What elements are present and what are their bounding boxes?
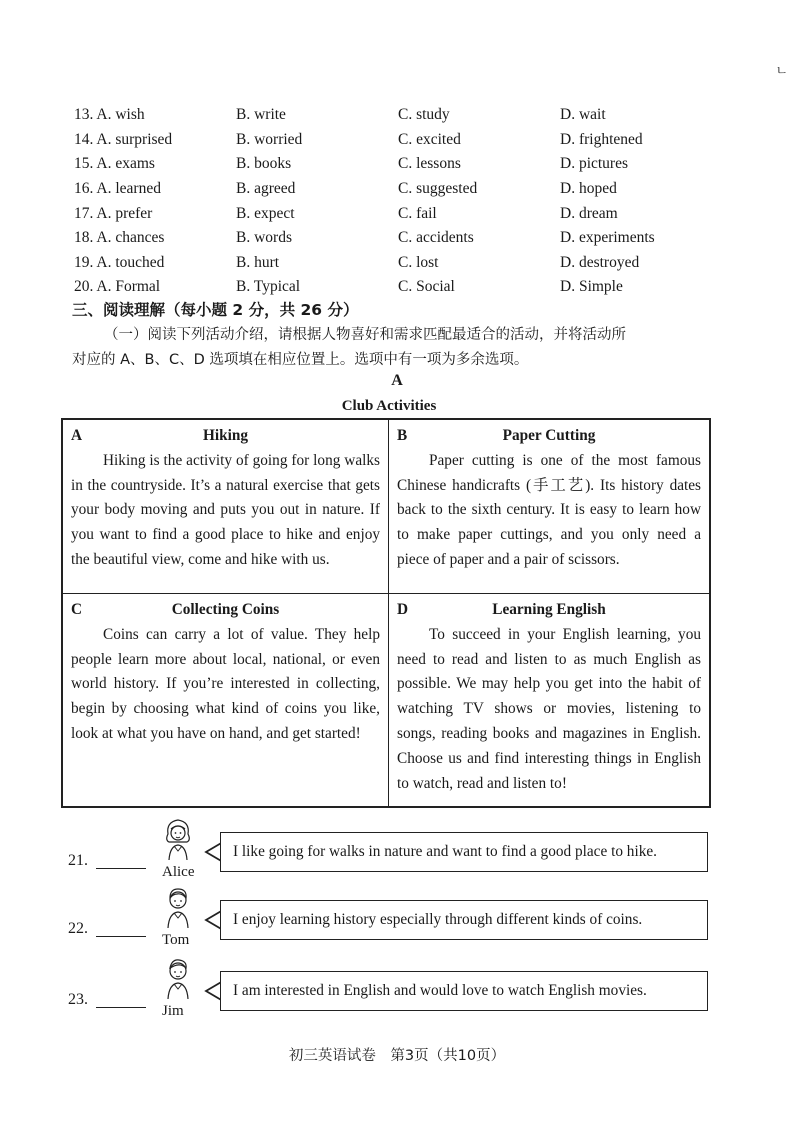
boy-figure-icon: [158, 884, 198, 930]
option-c: C. fail: [398, 204, 437, 222]
option-c: C. suggested: [398, 180, 478, 198]
activity-cell-learning-english: [389, 594, 709, 806]
option-d: D. frightened: [560, 130, 643, 148]
activity-title: Learning English: [492, 601, 606, 618]
option-d: D. hoped: [560, 180, 617, 198]
activity-letter: D: [397, 601, 409, 618]
option-a: 13. A. wish: [74, 106, 145, 124]
option-b: B. write: [236, 106, 286, 124]
activity-description: Paper cutting is one of the most famous Chinese handicrafts (手工艺). Its history dates back to the sixth century. It is easy to learn how to make paper cuttings, and you only need a piece of paper and a pair of scissors.: [397, 451, 701, 568]
option-row: [74, 201, 714, 226]
activity-letter: C: [71, 601, 83, 618]
activity-cell-hiking: [63, 420, 389, 594]
option-c: C. Social: [398, 278, 455, 296]
option-a: 15. A. exams: [74, 155, 155, 173]
question-number: 22.: [68, 920, 88, 937]
activities-table: [61, 418, 711, 808]
activity-description: Coins can carry a lot of value. They help people learn more about local, national, or even world history. If you’re interested in collecting, begin by choosing what kind of coins you like, look at what you have on hand, and get started!: [71, 625, 380, 742]
option-row: [74, 226, 714, 251]
option-d: D. dream: [560, 204, 618, 222]
page-edge-mark: ㄴ: [775, 63, 788, 78]
speech-bubble: I am interested in English and would love to watch English movies.: [220, 971, 708, 1011]
activity-letter: A: [71, 427, 83, 444]
activity-title: Collecting Coins: [171, 601, 280, 618]
activity-title: Paper Cutting: [502, 427, 596, 444]
option-row: [74, 177, 714, 202]
question-number: 23.: [68, 991, 88, 1008]
page-footer: 初三英语试卷 第3页（共10页）: [288, 1048, 506, 1064]
activity-cell-collecting-coins: [63, 594, 389, 806]
section-heading: 三、阅读理解（每小题 2 分，共 26 分）: [72, 301, 359, 319]
option-row: [74, 103, 714, 128]
option-d: D. Simple: [560, 278, 623, 296]
speech-bubble: I like going for walks in nature and want to find a good place to hike.: [220, 832, 708, 872]
speaker-name: Jim: [162, 1003, 184, 1019]
option-row: [74, 275, 714, 300]
option-d: D. experiments: [560, 229, 655, 247]
option-row: [74, 128, 714, 153]
activity-description: To succeed in your English learning, you need to read and listen to as much English as possible. We may help you get into the habit of watching TV shows or movies, listening to songs, reading books and magazines in English. Choose us and find interesting things in English to watch, read and listen to!: [397, 625, 701, 792]
speech-bubble: I enjoy learning history especially through different kinds of coins.: [220, 900, 708, 940]
instruction-line-2: 对应的 A、B、C、D 选项填在相应位置上。选项中有一项为多余选项。: [72, 352, 529, 368]
option-a: 16. A. learned: [74, 180, 161, 198]
option-c: C. study: [398, 106, 450, 124]
option-b: B. expect: [236, 204, 295, 222]
option-b: B. agreed: [236, 180, 296, 198]
passage-letter: A: [391, 372, 403, 389]
boy-figure-icon: [158, 955, 198, 1001]
option-b: B. books: [236, 155, 292, 173]
answer-blank[interactable]: [96, 1007, 146, 1008]
option-a: 14. A. surprised: [74, 130, 173, 148]
option-c: C. accidents: [398, 229, 474, 247]
option-b: B. worried: [236, 130, 303, 148]
option-b: B. Typical: [236, 278, 301, 296]
option-b: B. hurt: [236, 253, 280, 271]
instruction-line-1: （一）阅读下列活动介绍，请根据人物喜好和需求匹配最适合的活动，并将活动所: [104, 327, 626, 343]
activity-letter: B: [397, 427, 408, 444]
option-a: 18. A. chances: [74, 229, 165, 247]
question-number: 21.: [68, 852, 88, 869]
activity-description: Hiking is the activity of going for long walks in the countryside. It’s a natural exercise that gets your body moving and puts you out in nature. If you want to find a good place to hike and enjoy the beautiful view, come and hike with us.: [71, 451, 380, 568]
option-a: 17. A. prefer: [74, 204, 153, 222]
option-d: D. wait: [560, 106, 606, 124]
option-a: 20. A. Formal: [74, 278, 161, 296]
option-c: C. lessons: [398, 155, 461, 173]
option-b: B. words: [236, 229, 292, 247]
activity-title: Hiking: [202, 427, 249, 444]
option-row: [74, 251, 714, 276]
options-list: [74, 103, 714, 300]
option-d: D. pictures: [560, 155, 629, 173]
answer-blank[interactable]: [96, 936, 146, 937]
answer-blank[interactable]: [96, 868, 146, 869]
speaker-name: Tom: [162, 932, 190, 948]
girl-figure-icon: [158, 816, 198, 862]
activity-cell-paper-cutting: [389, 420, 709, 594]
speaker-name: Alice: [162, 864, 195, 880]
option-d: D. destroyed: [560, 253, 640, 271]
question-23: [66, 971, 716, 1041]
option-c: C. lost: [398, 253, 439, 271]
table-title: Club Activities: [341, 398, 437, 414]
option-row: [74, 152, 714, 177]
option-a: 19. A. touched: [74, 253, 165, 271]
option-c: C. excited: [398, 130, 461, 148]
